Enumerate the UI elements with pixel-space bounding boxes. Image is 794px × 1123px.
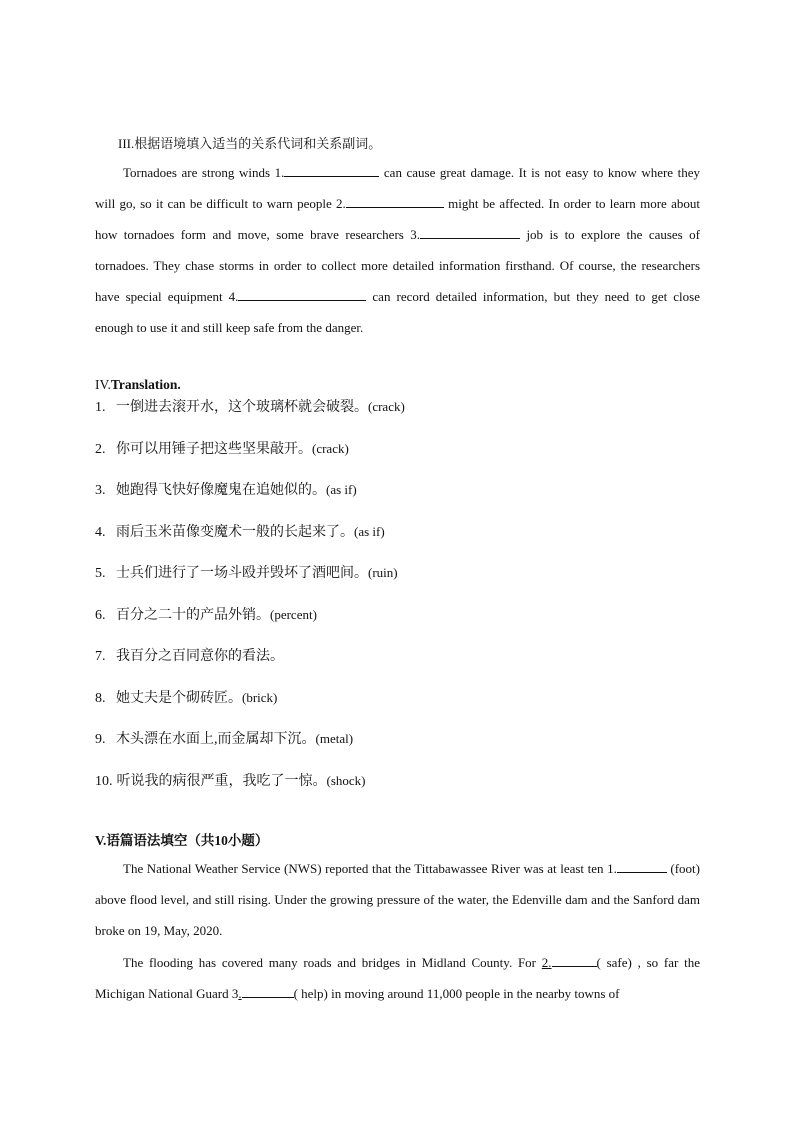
translation-item — [95, 771, 405, 813]
translation-item — [95, 439, 405, 481]
section-4-heading-title: Translation. — [110, 377, 181, 392]
answer-blank-5-2[interactable] — [552, 955, 597, 967]
item-hint: (ruin) — [368, 565, 398, 580]
passage-segment-2: can cause great damage. It is not easy to know where they will go, so it can be difficult to warn people 2. — [95, 165, 701, 211]
translation-item — [95, 688, 405, 730]
p1-segment-b: (foot) above flood level, and still rising. Under the growing pressure of the water, the Edenville dam and the Sanford dam broke on 19, May, 2020. — [95, 861, 700, 938]
p2-blank-number-2: 2. — [541, 955, 552, 970]
answer-blank-2[interactable] — [346, 196, 444, 208]
answer-blank-5-1[interactable] — [617, 861, 667, 873]
answer-blank-1[interactable] — [284, 165, 379, 177]
translation-item — [95, 605, 405, 647]
item-number: 2. — [95, 441, 106, 457]
item-hint: (crack) — [312, 440, 349, 456]
item-number: 7. — [95, 649, 106, 664]
passage-segment-1: Tornadoes are strong winds 1. — [123, 165, 285, 180]
item-number: 9. — [95, 732, 106, 747]
item-number: 8. — [95, 690, 106, 706]
translation-item — [95, 563, 405, 605]
answer-blank-3[interactable] — [420, 227, 520, 239]
item-text: 她丈夫是个砌砖匠。 — [116, 690, 242, 706]
item-number: 1. — [95, 400, 106, 415]
translation-item — [95, 397, 405, 439]
item-text: 你可以用锤子把这些坚果敲开。 — [116, 441, 312, 457]
translation-item — [95, 522, 405, 564]
item-hint: (metal) — [315, 731, 354, 746]
passage-segment-3: might be affected. In order to learn more about how tornadoes form and move, some brave researchers 3. — [95, 196, 700, 242]
section-4-heading — [95, 377, 181, 393]
item-number: 5. — [95, 566, 106, 581]
translation-item — [95, 646, 405, 688]
item-number: 3. — [95, 483, 106, 498]
item-number: 6. — [95, 607, 106, 623]
answer-blank-5-3[interactable] — [242, 986, 294, 998]
p2-blank-dot-3: . — [238, 986, 242, 1001]
passage-segment-5: can record detailed information, but they need to get close enough to use it and still keep safe from the danger. — [95, 289, 700, 335]
translation-list — [95, 397, 405, 812]
item-hint: (shock) — [326, 772, 366, 788]
p2-segment-c: ( safe) , so far the Michigan National Guard 3 — [95, 955, 700, 1001]
p2-segment-e: ( help) in moving around 11,000 people in the nearby towns of — [293, 986, 620, 1001]
item-text: 百分之二十的产品外销。 — [116, 607, 270, 623]
item-hint: (as if) — [354, 523, 385, 539]
item-text: 听说我的病很严重，我吃了一惊。 — [116, 773, 327, 789]
section-5-paragraph-1 — [95, 853, 700, 946]
p2-segment-a: The flooding has covered many roads and bridges in Midland County. For — [123, 955, 542, 970]
section-4-heading-prefix: IV. — [95, 377, 111, 392]
item-number: 10. — [95, 773, 113, 789]
item-text: 她跑得飞快好像魔鬼在追她似的。 — [116, 483, 326, 498]
translation-item — [95, 480, 405, 522]
p1-segment-a: The National Weather Service (NWS) reported that the Tittabawassee River was at least ten 1. — [123, 861, 617, 876]
answer-blank-4[interactable] — [238, 289, 366, 301]
item-text: 一倒进去滚开水，这个玻璃杯就会破裂。 — [116, 400, 368, 415]
section-3-passage — [95, 157, 700, 343]
item-text: 我百分之百同意你的看法。 — [116, 649, 284, 664]
item-hint: (as if) — [326, 482, 357, 497]
section-5-heading: V.语篇语法填空（共10小题） — [95, 833, 269, 848]
item-hint: (crack) — [368, 399, 405, 414]
item-hint: (percent) — [270, 606, 317, 622]
translation-item — [95, 729, 405, 771]
item-text: 雨后玉米苗像变魔术一般的长起来了。 — [116, 524, 354, 540]
item-text: 士兵们进行了一场斗殴并毁坏了酒吧间。 — [116, 566, 368, 581]
item-hint: (brick) — [242, 689, 278, 705]
section-5-paragraph-2 — [95, 947, 700, 1009]
section-3-heading: III.根据语境填入适当的关系代词和关系副词。 — [118, 136, 382, 151]
passage-segment-4: job is to explore the causes of tornadoes. They chase storms in order to collect more detailed information firsthand. Of course, the researchers have special equipment 4. — [95, 227, 700, 304]
item-number: 4. — [95, 524, 106, 540]
item-text: 木头漂在水面上,而金属却下沉。 — [116, 732, 316, 747]
